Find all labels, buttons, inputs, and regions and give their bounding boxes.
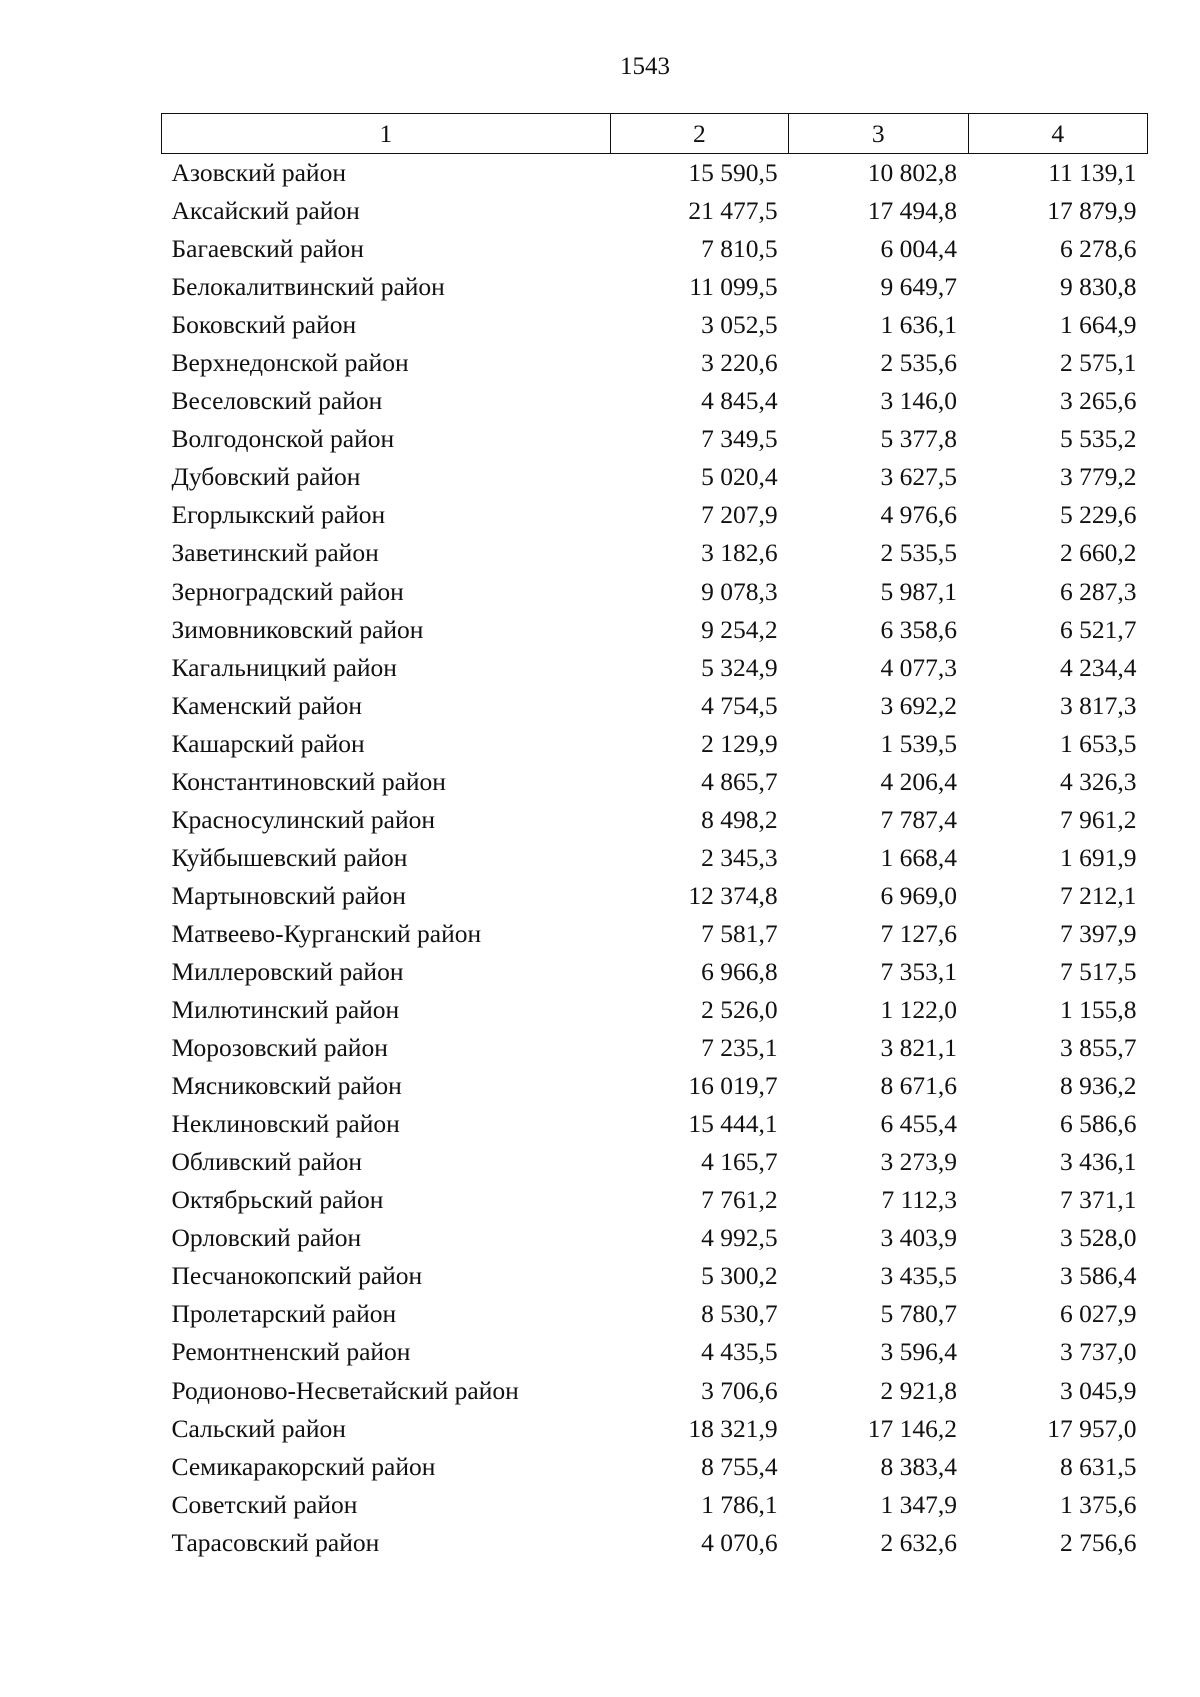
- table-row: [162, 1333, 1148, 1371]
- value-cell-col2: 4 865,7: [701, 766, 778, 796]
- district-name-cell: Советский район: [171, 1489, 358, 1519]
- value-cell-col2: 3 220,6: [701, 348, 778, 378]
- value-cell-col3: 1 122,0: [880, 995, 958, 1025]
- table-row: [162, 915, 1148, 953]
- value-cell-col3: 4 976,6: [880, 500, 958, 530]
- value-cell-col4: 7 371,1: [1060, 1185, 1137, 1215]
- district-name-cell: Белокалитвинский район: [171, 272, 445, 302]
- value-cell-col2: 15 590,5: [688, 158, 778, 188]
- value-cell-col3: 10 802,8: [867, 158, 958, 188]
- value-cell-col3: 3 596,4: [880, 1337, 958, 1367]
- district-name-cell: Пролетарский район: [171, 1299, 397, 1329]
- value-cell-col2: 4 754,5: [701, 690, 778, 720]
- budget-table: [161, 113, 1148, 1562]
- district-name-cell: Милютинский район: [171, 995, 400, 1025]
- district-name-cell: Куйбышевский район: [171, 842, 408, 872]
- value-cell-col4: 1 691,9: [1060, 842, 1137, 872]
- value-cell-col2: 8 498,2: [701, 804, 778, 834]
- district-name-cell: Миллеровский район: [171, 957, 404, 986]
- value-cell-col3: 3 403,9: [880, 1223, 958, 1253]
- value-cell-col3: 1 636,1: [880, 310, 958, 340]
- value-cell-col2: 12 374,8: [688, 880, 778, 910]
- table-row: [162, 306, 1148, 344]
- table-row: [162, 382, 1148, 420]
- value-cell-col4: 3 586,4: [1060, 1261, 1137, 1291]
- value-cell-col2: 3 182,6: [701, 538, 778, 568]
- value-cell-col4: 9 830,8: [1060, 272, 1137, 302]
- value-cell-col3: 3 435,5: [880, 1261, 958, 1291]
- value-cell-col2: 2 345,3: [701, 842, 778, 872]
- value-cell-col3: 17 146,2: [867, 1413, 958, 1443]
- value-cell-col2: 5 020,4: [701, 462, 778, 492]
- value-cell-col4: 5 229,6: [1060, 500, 1137, 530]
- value-cell-col2: 7 581,7: [701, 918, 778, 948]
- table-row: [162, 991, 1148, 1029]
- value-cell-col2: 8 530,7: [701, 1299, 778, 1329]
- value-cell-col2: 4 435,5: [701, 1337, 778, 1367]
- value-cell-col4: 7 212,1: [1060, 880, 1137, 910]
- district-name-cell: Песчанокопский район: [171, 1261, 423, 1291]
- table-row: [162, 687, 1148, 725]
- value-cell-col2: 2 526,0: [701, 995, 778, 1025]
- district-name-cell: Родионово-Несветайский район: [171, 1375, 519, 1405]
- value-cell-col2: 7 207,9: [701, 500, 778, 530]
- value-cell-col4: 2 756,6: [1060, 1527, 1137, 1557]
- value-cell-col4: 6 586,6: [1060, 1109, 1137, 1139]
- district-name-cell: Кагальницкий район: [171, 652, 397, 682]
- value-cell-col3: 4 206,4: [880, 766, 958, 796]
- table-row: [162, 1143, 1148, 1181]
- value-cell-col2: 7 761,2: [701, 1185, 778, 1215]
- value-cell-col2: 3 706,6: [701, 1375, 778, 1405]
- district-name-cell: Зимовниковский район: [171, 614, 424, 644]
- table-row: [162, 1181, 1148, 1219]
- district-name-cell: Морозовский район: [171, 1033, 388, 1063]
- value-cell-col2: 9 078,3: [701, 576, 778, 606]
- table-row: [162, 1257, 1148, 1295]
- value-cell-col3: 3 146,0: [880, 386, 958, 416]
- value-cell-col2: 5 324,9: [701, 652, 778, 682]
- header-row: [162, 114, 1148, 154]
- column-header-4: 4: [968, 114, 1147, 154]
- table-row: [162, 1486, 1148, 1524]
- district-name-cell: Орловский район: [171, 1223, 362, 1253]
- value-cell-col3: 3 692,2: [880, 690, 958, 720]
- value-cell-col2: 7 810,5: [701, 234, 778, 264]
- value-cell-col4: 3 817,3: [1060, 690, 1137, 720]
- value-cell-col4: 17 957,0: [1047, 1413, 1137, 1443]
- value-cell-col3: 1 539,5: [880, 728, 958, 758]
- district-name-cell: Тарасовский район: [171, 1527, 380, 1557]
- district-name-cell: Веселовский район: [171, 386, 383, 416]
- value-cell-col4: 3 528,0: [1060, 1223, 1137, 1253]
- table-row: [162, 953, 1148, 991]
- value-cell-col3: 7 112,3: [881, 1185, 958, 1215]
- value-cell-col3: 8 383,4: [880, 1451, 958, 1481]
- table-row: [162, 1524, 1148, 1562]
- table-row: [162, 1410, 1148, 1448]
- value-cell-col2: 5 300,2: [701, 1261, 778, 1291]
- value-cell-col4: 1 375,6: [1060, 1489, 1137, 1519]
- table-header: [162, 114, 1148, 154]
- value-cell-col4: 3 779,2: [1060, 462, 1137, 492]
- value-cell-col3: 6 969,0: [880, 880, 958, 910]
- value-cell-col4: 2 575,1: [1060, 348, 1137, 378]
- district-name-cell: Волгодонской район: [171, 424, 395, 454]
- value-cell-col3: 9 649,7: [880, 272, 958, 302]
- table-row: [162, 611, 1148, 649]
- value-cell-col2: 11 099,5: [689, 272, 778, 302]
- value-cell-col2: 8 755,4: [701, 1451, 778, 1481]
- table-row: [162, 1295, 1148, 1333]
- district-name-cell: Обливский район: [171, 1147, 363, 1177]
- table-row: [162, 268, 1148, 306]
- value-cell-col3: 4 077,3: [880, 652, 958, 682]
- value-cell-col3: 7 353,1: [880, 957, 958, 986]
- value-cell-col3: 2 921,8: [880, 1375, 958, 1405]
- value-cell-col4: 1 664,9: [1060, 310, 1137, 340]
- value-cell-col4: 3 855,7: [1060, 1033, 1137, 1063]
- value-cell-col3: 2 535,5: [880, 538, 958, 568]
- value-cell-col3: 8 671,6: [880, 1071, 958, 1101]
- value-cell-col3: 1 668,4: [880, 842, 958, 872]
- value-cell-col3: 6 358,6: [880, 614, 958, 644]
- value-cell-col2: 4 165,7: [701, 1147, 778, 1177]
- value-cell-col2: 2 129,9: [701, 728, 778, 758]
- table-row: [162, 534, 1148, 572]
- table-row: [162, 725, 1148, 763]
- table-row: [162, 1105, 1148, 1143]
- district-name-cell: Красносулинский район: [171, 804, 436, 834]
- value-cell-col2: 16 019,7: [688, 1071, 778, 1101]
- district-name-cell: Кашарский район: [171, 728, 365, 758]
- value-cell-col2: 4 070,6: [701, 1527, 778, 1557]
- table-row: [162, 420, 1148, 458]
- district-name-cell: Багаевский район: [171, 234, 364, 264]
- table-row: [162, 1448, 1148, 1486]
- district-name-cell: Семикаракорский район: [171, 1451, 436, 1481]
- value-cell-col3: 3 273,9: [880, 1147, 958, 1177]
- value-cell-col4: 17 879,9: [1047, 196, 1137, 226]
- value-cell-col4: 3 045,9: [1060, 1375, 1137, 1405]
- table-row: [162, 192, 1148, 230]
- district-name-cell: Октябрьский район: [171, 1185, 384, 1215]
- value-cell-col2: 18 321,9: [688, 1413, 778, 1443]
- value-cell-col4: 1 155,8: [1060, 995, 1137, 1025]
- table-row: [162, 154, 1148, 193]
- district-name-cell: Заветинский район: [171, 538, 379, 568]
- value-cell-col4: 3 436,1: [1060, 1147, 1137, 1177]
- value-cell-col3: 5 377,8: [880, 424, 958, 454]
- table-row: [162, 230, 1148, 268]
- value-cell-col4: 6 287,3: [1060, 576, 1137, 606]
- district-name-cell: Ремонтненский район: [171, 1337, 411, 1367]
- value-cell-col4: 6 278,6: [1060, 234, 1137, 264]
- value-cell-col3: 1 347,9: [880, 1489, 958, 1519]
- district-name-cell: Константиновский район: [171, 766, 446, 796]
- value-cell-col2: 4 992,5: [701, 1223, 778, 1253]
- table-row: [162, 458, 1148, 496]
- value-cell-col3: 17 494,8: [867, 196, 958, 226]
- value-cell-col4: 7 517,5: [1060, 957, 1137, 986]
- value-cell-col2: 3 052,5: [701, 310, 778, 340]
- district-name-cell: Боковский район: [171, 310, 357, 340]
- value-cell-col2: 15 444,1: [688, 1109, 778, 1139]
- district-name-cell: Верхнедонской район: [171, 348, 409, 378]
- table-row: [162, 877, 1148, 915]
- column-header-1: 1: [162, 114, 611, 154]
- value-cell-col2: 21 477,5: [688, 196, 778, 226]
- district-name-cell: Мартыновский район: [171, 880, 406, 910]
- district-name-cell: Сальский район: [171, 1413, 346, 1443]
- value-cell-col3: 3 821,1: [880, 1033, 958, 1063]
- district-name-cell: Матвеево-Курганский район: [171, 918, 482, 948]
- value-cell-col4: 4 326,3: [1060, 766, 1137, 796]
- value-cell-col4: 4 234,4: [1060, 652, 1137, 682]
- value-cell-col2: 9 254,2: [701, 614, 778, 644]
- value-cell-col3: 5 987,1: [880, 576, 958, 606]
- column-header-2: 2: [610, 114, 788, 154]
- value-cell-col4: 11 139,1: [1048, 158, 1137, 188]
- column-header-3: 3: [789, 114, 968, 154]
- value-cell-col4: 5 535,2: [1060, 424, 1137, 454]
- value-cell-col4: 6 027,9: [1060, 1299, 1137, 1329]
- value-cell-col3: 6 455,4: [880, 1109, 958, 1139]
- value-cell-col4: 7 397,9: [1060, 918, 1137, 948]
- table-body: [162, 154, 1148, 1562]
- table-row: [162, 801, 1148, 839]
- table-row: [162, 649, 1148, 687]
- value-cell-col4: 1 653,5: [1060, 728, 1137, 758]
- page-number: 1543: [620, 53, 670, 80]
- value-cell-col2: 1 786,1: [701, 1489, 778, 1519]
- table-row: [162, 573, 1148, 611]
- value-cell-col4: 6 521,7: [1060, 614, 1137, 644]
- value-cell-col2: 6 966,8: [701, 957, 778, 986]
- value-cell-col4: 3 737,0: [1060, 1337, 1137, 1367]
- value-cell-col3: 7 127,6: [880, 918, 958, 948]
- district-name-cell: Егорлыкский район: [171, 500, 386, 530]
- value-cell-col4: 8 631,5: [1060, 1451, 1137, 1481]
- district-name-cell: Зерноградский район: [171, 576, 404, 606]
- value-cell-col4: 3 265,6: [1060, 386, 1137, 416]
- value-cell-col4: 7 961,2: [1060, 804, 1137, 834]
- value-cell-col2: 7 349,5: [701, 424, 778, 454]
- table-row: [162, 839, 1148, 877]
- value-cell-col3: 2 535,6: [880, 348, 958, 378]
- district-name-cell: Каменский район: [171, 690, 363, 720]
- value-cell-col3: 2 632,6: [880, 1527, 958, 1557]
- table-row: [162, 496, 1148, 534]
- value-cell-col3: 7 787,4: [880, 804, 958, 834]
- value-cell-col3: 3 627,5: [880, 462, 958, 492]
- table-row: [162, 1219, 1148, 1257]
- district-name-cell: Аксайский район: [171, 196, 360, 226]
- table-row: [162, 344, 1148, 382]
- table-row: [162, 1372, 1148, 1410]
- value-cell-col4: 8 936,2: [1060, 1071, 1137, 1101]
- value-cell-col3: 5 780,7: [880, 1299, 958, 1329]
- district-name-cell: Дубовский район: [171, 462, 361, 492]
- value-cell-col2: 7 235,1: [701, 1033, 778, 1063]
- district-name-cell: Азовский район: [171, 158, 346, 188]
- value-cell-col4: 2 660,2: [1060, 538, 1137, 568]
- value-cell-col3: 6 004,4: [880, 234, 958, 264]
- district-name-cell: Неклиновский район: [171, 1109, 400, 1139]
- table-row: [162, 1067, 1148, 1105]
- table-row: [162, 763, 1148, 801]
- table-row: [162, 1029, 1148, 1067]
- district-name-cell: Мясниковский район: [171, 1071, 402, 1101]
- value-cell-col2: 4 845,4: [701, 386, 778, 416]
